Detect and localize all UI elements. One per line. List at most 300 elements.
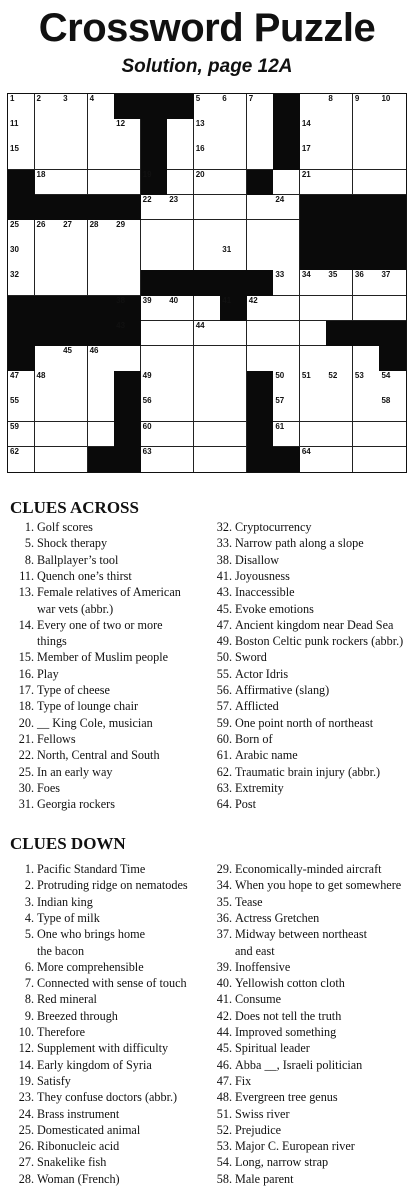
grid-cell[interactable] xyxy=(300,144,327,170)
grid-cell[interactable] xyxy=(379,119,406,145)
grid-cell[interactable] xyxy=(353,94,380,120)
grid-cell[interactable] xyxy=(141,396,168,422)
grid-cell[interactable] xyxy=(220,321,247,347)
grid-cell[interactable] xyxy=(300,346,327,372)
grid-cell[interactable] xyxy=(220,119,247,145)
clue-text: One point north of northeast xyxy=(235,715,374,730)
grid-cell[interactable] xyxy=(167,321,194,347)
black-square xyxy=(35,321,62,347)
clue-number-label: 25. xyxy=(18,1122,34,1137)
grid-cell[interactable] xyxy=(220,396,247,422)
grid-cell[interactable] xyxy=(220,245,247,271)
grid-cell[interactable] xyxy=(300,422,327,448)
grid-cell[interactable] xyxy=(300,321,327,347)
grid-cell[interactable] xyxy=(35,270,62,296)
black-square xyxy=(273,144,300,170)
grid-cell[interactable] xyxy=(300,396,327,422)
grid-cell[interactable] xyxy=(61,94,88,120)
clue-item xyxy=(208,519,311,535)
black-square xyxy=(273,447,300,473)
grid-cell[interactable] xyxy=(326,447,353,473)
grid-cell[interactable] xyxy=(194,220,221,246)
clue-number-label: 7. xyxy=(24,976,34,991)
black-square xyxy=(114,447,141,473)
grid-cell[interactable] xyxy=(353,346,380,372)
grid-cell[interactable] xyxy=(326,396,353,422)
clue-text: Satisfy xyxy=(37,1073,71,1088)
clue-number-label: 46. xyxy=(216,1057,232,1072)
clue-text: Early kingdom of Syria xyxy=(37,1057,152,1072)
grid-cell[interactable] xyxy=(273,396,300,422)
clue-item xyxy=(208,894,263,910)
clue-number: 30 xyxy=(10,245,19,255)
grid-cell[interactable] xyxy=(194,346,221,372)
grid-cell[interactable] xyxy=(35,447,62,473)
grid-cell[interactable] xyxy=(8,371,35,397)
clue-item xyxy=(208,1073,251,1089)
grid-cell[interactable] xyxy=(61,346,88,372)
across-title: CLUES ACROSS xyxy=(10,498,139,517)
grid-cell[interactable] xyxy=(300,296,327,322)
grid-cell[interactable] xyxy=(35,94,62,120)
grid-cell[interactable] xyxy=(379,144,406,170)
grid-cell[interactable] xyxy=(88,346,115,372)
grid-cell[interactable] xyxy=(220,144,247,170)
black-square xyxy=(353,220,380,246)
clue-text: Breezed through xyxy=(37,1008,118,1023)
clue-text: Type of lounge chair xyxy=(37,699,139,714)
clue-item xyxy=(208,1154,328,1170)
grid-cell[interactable] xyxy=(35,371,62,397)
black-square xyxy=(353,195,380,221)
grid-cell[interactable] xyxy=(379,170,406,196)
black-square xyxy=(247,447,274,473)
grid-cell[interactable] xyxy=(273,321,300,347)
grid-cell[interactable] xyxy=(194,296,221,322)
clue-continuation xyxy=(10,601,113,617)
clue-item xyxy=(10,1073,71,1089)
clue-number-label: 29. xyxy=(216,862,232,876)
grid-cell[interactable] xyxy=(220,371,247,397)
grid-cell[interactable] xyxy=(247,94,274,120)
clue-item xyxy=(208,926,367,942)
grid-cell[interactable] xyxy=(273,422,300,448)
clue-item xyxy=(208,633,403,649)
grid-cell[interactable] xyxy=(353,396,380,422)
grid-cell[interactable] xyxy=(220,346,247,372)
clue-text: More comprehensible xyxy=(37,959,144,974)
black-square xyxy=(247,170,274,196)
clue-number-label: 64. xyxy=(216,797,232,812)
grid-cell[interactable] xyxy=(194,195,221,221)
clue-number: 41 xyxy=(222,295,232,305)
clue-text: Prejudice xyxy=(235,1122,282,1137)
grid-cell[interactable] xyxy=(273,195,300,221)
clue-number-label: 10. xyxy=(18,1025,34,1039)
clue-text: Connected with sense of touch xyxy=(37,976,187,991)
grid-cell[interactable] xyxy=(8,220,35,246)
clue-text: Brass instrument xyxy=(37,1106,120,1121)
clue-item xyxy=(208,731,273,747)
grid-cell[interactable] xyxy=(273,371,300,397)
clue-text: Tease xyxy=(235,894,263,909)
clue-number-label: 1. xyxy=(24,862,34,876)
grid-cell[interactable] xyxy=(353,371,380,397)
grid-cell[interactable] xyxy=(35,396,62,422)
clue-number-label: 11. xyxy=(19,568,34,583)
grid-cell[interactable] xyxy=(88,371,115,397)
clue-item xyxy=(208,796,256,812)
clue-text: Male parent xyxy=(235,1171,294,1186)
grid-cell[interactable] xyxy=(167,220,194,246)
grid-cell[interactable] xyxy=(300,447,327,473)
grid-cell[interactable] xyxy=(247,321,274,347)
clue-text: Consume xyxy=(235,992,282,1007)
clue-number: 23 xyxy=(169,194,179,204)
clue-item xyxy=(10,698,138,714)
grid-cell[interactable] xyxy=(326,144,353,170)
grid-cell[interactable] xyxy=(326,422,353,448)
grid-cell[interactable] xyxy=(88,119,115,145)
grid-cell[interactable] xyxy=(114,346,141,372)
black-square xyxy=(88,195,115,221)
grid-cell[interactable] xyxy=(88,94,115,120)
clue-number: 35 xyxy=(328,270,338,280)
clue-number: 40 xyxy=(169,295,179,305)
black-square xyxy=(88,321,115,347)
grid-cell[interactable] xyxy=(167,447,194,473)
grid-cell[interactable] xyxy=(141,296,168,322)
grid-cell[interactable] xyxy=(220,94,247,120)
clue-text: Type of milk xyxy=(37,910,100,925)
grid-cell[interactable] xyxy=(379,371,406,397)
grid-cell[interactable] xyxy=(247,296,274,322)
black-square xyxy=(61,296,88,322)
grid-cell[interactable] xyxy=(167,296,194,322)
clue-item xyxy=(10,877,188,893)
clue-number-label: 33. xyxy=(216,536,232,551)
grid-cell[interactable] xyxy=(353,447,380,473)
grid-cell[interactable] xyxy=(273,296,300,322)
clue-number: 24 xyxy=(275,194,285,204)
grid-cell[interactable] xyxy=(247,144,274,170)
grid-cell[interactable] xyxy=(273,245,300,271)
grid-cell[interactable] xyxy=(194,245,221,271)
grid-cell[interactable] xyxy=(141,447,168,473)
black-square xyxy=(35,195,62,221)
clue-number-label: 31. xyxy=(18,797,34,812)
clue-text: Fellows xyxy=(37,731,76,746)
grid-cell[interactable] xyxy=(326,170,353,196)
grid-cell[interactable] xyxy=(114,245,141,271)
grid-cell[interactable] xyxy=(326,296,353,322)
grid-cell[interactable] xyxy=(167,170,194,196)
clue-item xyxy=(208,959,290,975)
clue-number-label: 43. xyxy=(216,585,232,600)
clue-item xyxy=(10,1138,119,1154)
grid-cell[interactable] xyxy=(300,94,327,120)
grid-cell[interactable] xyxy=(61,245,88,271)
clue-text: When you hope to get somewhere xyxy=(235,878,402,893)
clue-item xyxy=(10,1057,152,1073)
grid-cell[interactable] xyxy=(326,270,353,296)
grid-cell[interactable] xyxy=(61,220,88,246)
clue-item xyxy=(10,926,145,942)
clue-item xyxy=(208,1008,341,1024)
clue-number-label: 2. xyxy=(24,878,34,893)
grid-cell[interactable] xyxy=(353,270,380,296)
grid-cell[interactable] xyxy=(167,245,194,271)
grid-cell[interactable] xyxy=(114,270,141,296)
grid-cell[interactable] xyxy=(61,396,88,422)
grid-cell[interactable] xyxy=(35,346,62,372)
clue-item xyxy=(208,1106,290,1122)
grid-cell[interactable] xyxy=(8,270,35,296)
grid-cell[interactable] xyxy=(247,195,274,221)
clue-number: 7 xyxy=(248,94,254,103)
grid-cell[interactable] xyxy=(353,422,380,448)
grid-cell[interactable] xyxy=(379,396,406,422)
grid-cell[interactable] xyxy=(247,119,274,145)
clue-text: war vets (abbr.) xyxy=(37,601,114,616)
grid-cell[interactable] xyxy=(35,144,62,170)
grid-cell[interactable] xyxy=(167,396,194,422)
grid-cell[interactable] xyxy=(379,422,406,448)
grid-cell[interactable] xyxy=(194,371,221,397)
grid-cell[interactable] xyxy=(220,220,247,246)
grid-cell[interactable] xyxy=(353,296,380,322)
black-square xyxy=(379,245,406,271)
grid-cell[interactable] xyxy=(326,346,353,372)
grid-cell[interactable] xyxy=(8,144,35,170)
grid-cell[interactable] xyxy=(273,220,300,246)
grid-cell[interactable] xyxy=(247,245,274,271)
grid-cell[interactable] xyxy=(353,144,380,170)
black-square xyxy=(326,321,353,347)
grid-cell[interactable] xyxy=(141,220,168,246)
black-square xyxy=(8,321,35,347)
clue-number: 11 xyxy=(10,119,19,129)
clue-number-label: 15. xyxy=(18,650,34,665)
clue-item xyxy=(10,535,107,551)
clue-text: Type of cheese xyxy=(37,683,110,697)
grid-cell[interactable] xyxy=(141,321,168,347)
grid-cell[interactable] xyxy=(194,447,221,473)
grid-cell[interactable] xyxy=(61,119,88,145)
clue-text: Georgia rockers xyxy=(37,797,115,812)
clue-text: Shock therapy xyxy=(37,536,108,551)
grid-cell[interactable] xyxy=(114,119,141,145)
grid-cell[interactable] xyxy=(167,144,194,170)
black-square xyxy=(326,245,353,271)
grid-cell[interactable] xyxy=(35,245,62,271)
black-square xyxy=(8,195,35,221)
grid-cell[interactable] xyxy=(141,195,168,221)
grid-cell[interactable] xyxy=(273,270,300,296)
clue-number-label: 59. xyxy=(216,715,232,730)
grid-cell[interactable] xyxy=(220,195,247,221)
grid-cell[interactable] xyxy=(141,422,168,448)
grid-cell[interactable] xyxy=(167,119,194,145)
grid-cell[interactable] xyxy=(379,94,406,120)
grid-cell[interactable] xyxy=(114,220,141,246)
grid-cell[interactable] xyxy=(194,422,221,448)
clue-number: 48 xyxy=(36,371,46,381)
clue-number-label: 53. xyxy=(216,1139,232,1154)
clue-number-label: 57. xyxy=(216,699,232,714)
grid-cell[interactable] xyxy=(61,422,88,448)
grid-cell[interactable] xyxy=(194,144,221,170)
clue-item xyxy=(208,1122,281,1138)
grid-cell[interactable] xyxy=(379,270,406,296)
clue-text: Spiritual leader xyxy=(235,1041,310,1056)
grid-cell[interactable] xyxy=(167,346,194,372)
grid-cell[interactable] xyxy=(220,422,247,448)
clue-text: Pacific Standard Time xyxy=(37,862,146,876)
clue-text: Domesticated animal xyxy=(37,1122,141,1137)
grid-cell[interactable] xyxy=(379,447,406,473)
grid-cell[interactable] xyxy=(300,119,327,145)
clue-number: 3 xyxy=(63,94,68,103)
clue-number-label: 40. xyxy=(216,976,232,991)
grid-cell[interactable] xyxy=(167,195,194,221)
clue-number: 49 xyxy=(142,371,152,381)
clue-text: Inoffensive xyxy=(235,959,291,974)
clue-number-label: 45. xyxy=(216,601,232,616)
clue-number: 38 xyxy=(116,295,126,305)
grid-cell[interactable] xyxy=(88,422,115,448)
black-square xyxy=(247,371,274,397)
grid-cell[interactable] xyxy=(61,447,88,473)
grid-cell[interactable] xyxy=(141,346,168,372)
grid-cell[interactable] xyxy=(326,119,353,145)
clue-text: Boston Celtic punk rockers (abbr.) xyxy=(235,634,404,649)
grid-cell[interactable] xyxy=(141,371,168,397)
clue-number-label: 55. xyxy=(216,666,232,681)
clue-number-label: 63. xyxy=(216,780,232,795)
clue-number: 18 xyxy=(36,169,46,179)
grid-cell[interactable] xyxy=(194,119,221,145)
grid-cell[interactable] xyxy=(88,245,115,271)
grid-cell[interactable] xyxy=(194,170,221,196)
clue-number-label: 8. xyxy=(24,552,34,567)
clue-number: 5 xyxy=(195,94,201,103)
grid-cell[interactable] xyxy=(88,396,115,422)
grid-cell[interactable] xyxy=(8,94,35,120)
grid-cell[interactable] xyxy=(353,170,380,196)
grid-cell[interactable] xyxy=(194,396,221,422)
grid-cell[interactable] xyxy=(35,422,62,448)
clue-text: Born of xyxy=(235,731,273,746)
clue-text: Disallow xyxy=(235,552,280,567)
clue-number-label: 34. xyxy=(216,878,232,893)
grid-cell[interactable] xyxy=(220,170,247,196)
grid-cell[interactable] xyxy=(167,422,194,448)
grid-cell[interactable] xyxy=(114,144,141,170)
grid-cell[interactable] xyxy=(326,371,353,397)
grid-cell[interactable] xyxy=(88,220,115,246)
grid-cell[interactable] xyxy=(247,220,274,246)
clue-number-label: 47. xyxy=(216,617,232,632)
clue-item xyxy=(10,1024,85,1040)
clue-number-label: 52. xyxy=(216,1122,232,1137)
grid-cell[interactable] xyxy=(35,119,62,145)
grid-cell[interactable] xyxy=(194,94,221,120)
grid-cell[interactable] xyxy=(35,170,62,196)
grid-cell[interactable] xyxy=(353,119,380,145)
clue-number: 13 xyxy=(195,119,205,129)
grid-cell[interactable] xyxy=(61,170,88,196)
grid-cell[interactable] xyxy=(379,296,406,322)
clue-number-label: 56. xyxy=(216,683,232,697)
clue-number-label: 27. xyxy=(18,1155,34,1170)
clue-number-label: 61. xyxy=(216,748,232,763)
clue-number-label: 3. xyxy=(24,894,34,909)
grid-cell[interactable] xyxy=(300,170,327,196)
clue-number-label: 62. xyxy=(216,764,232,779)
clue-text: Yellowish cotton cloth xyxy=(235,976,345,991)
clue-text: Narrow path along a slope xyxy=(235,536,364,551)
black-square xyxy=(88,447,115,473)
grid-cell[interactable] xyxy=(8,396,35,422)
clue-text: Swiss river xyxy=(235,1106,290,1121)
clue-item xyxy=(10,1089,177,1105)
grid-cell[interactable] xyxy=(8,422,35,448)
grid-cell[interactable] xyxy=(61,270,88,296)
clue-number: 15 xyxy=(10,144,19,154)
grid-cell[interactable] xyxy=(220,447,247,473)
grid-cell[interactable] xyxy=(141,245,168,271)
grid-cell[interactable] xyxy=(273,346,300,372)
clue-item xyxy=(208,780,284,796)
clue-item xyxy=(208,747,298,763)
grid-cell[interactable] xyxy=(300,270,327,296)
grid-cell[interactable] xyxy=(35,220,62,246)
grid-cell[interactable] xyxy=(8,119,35,145)
clue-item xyxy=(10,991,97,1007)
grid-cell[interactable] xyxy=(8,245,35,271)
grid-cell[interactable] xyxy=(167,371,194,397)
clue-number-label: 9. xyxy=(24,1008,34,1023)
clue-item xyxy=(208,861,382,877)
clue-number: 32 xyxy=(10,270,19,280)
grid-cell[interactable] xyxy=(88,270,115,296)
grid-cell[interactable] xyxy=(194,321,221,347)
grid-cell[interactable] xyxy=(326,94,353,120)
grid-cell[interactable] xyxy=(61,144,88,170)
clue-item xyxy=(10,715,153,731)
black-square xyxy=(114,296,141,322)
grid-cell[interactable] xyxy=(88,144,115,170)
clue-number-label: 51. xyxy=(216,1106,232,1121)
clue-text: North, Central and South xyxy=(37,748,160,763)
clue-number: 22 xyxy=(142,194,152,204)
clue-item xyxy=(208,535,364,551)
clue-number: 43 xyxy=(116,320,126,330)
grid-cell[interactable] xyxy=(247,346,274,372)
grid-cell[interactable] xyxy=(88,170,115,196)
clue-continuation xyxy=(10,633,67,649)
clue-item xyxy=(10,568,132,584)
grid-cell[interactable] xyxy=(61,371,88,397)
clue-text: Evoke emotions xyxy=(235,601,314,616)
grid-cell[interactable] xyxy=(8,447,35,473)
clue-number: 31 xyxy=(222,245,232,255)
grid-cell[interactable] xyxy=(114,170,141,196)
grid-cell[interactable] xyxy=(300,371,327,397)
clue-item xyxy=(208,1057,362,1073)
grid-cell[interactable] xyxy=(273,170,300,196)
